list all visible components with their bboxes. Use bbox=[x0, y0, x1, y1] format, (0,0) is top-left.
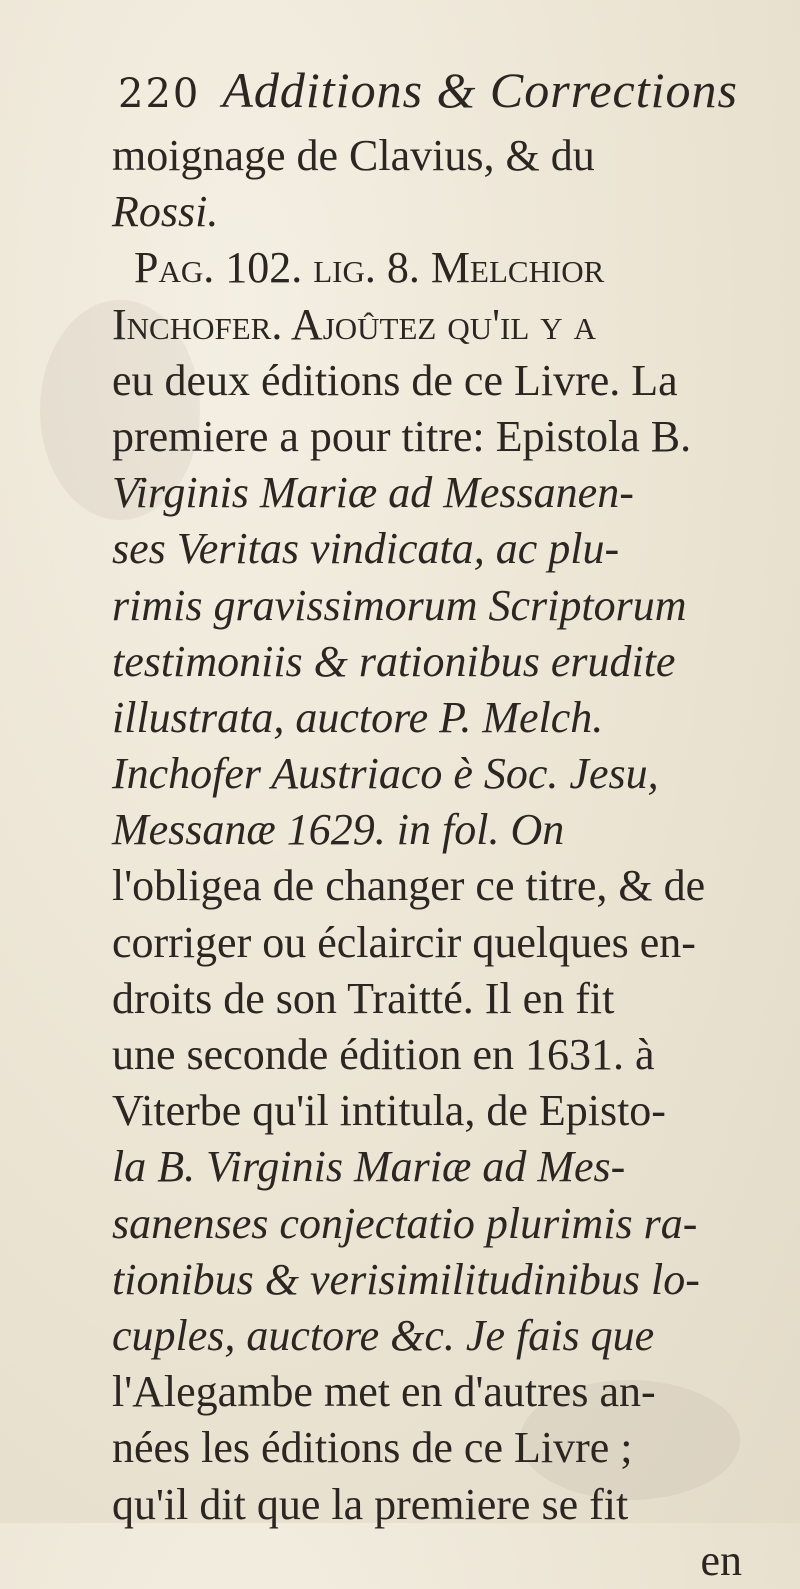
text-line: premiere a pour titre: Epistola B. bbox=[112, 411, 692, 461]
text-line: sanenses conjectatio plurimis ra- bbox=[112, 1198, 698, 1248]
text-line: Viterbe qu'il intitula, de Episto- bbox=[112, 1086, 666, 1136]
text-line: corriger ou éclaircir quelques en- bbox=[112, 917, 696, 967]
running-head bbox=[118, 62, 738, 122]
text-line: Messanæ 1629. in fol. On bbox=[112, 805, 565, 855]
text-line: une seconde édition en 1631. à bbox=[112, 1030, 655, 1079]
text-line: qu'il dit que la premiere se fit bbox=[112, 1479, 629, 1529]
text-line: testimoniis & rationibus erudite bbox=[112, 636, 676, 686]
body-text bbox=[112, 128, 800, 1589]
text-line: Virginis Mariæ ad Messanen- bbox=[112, 468, 634, 518]
running-title: Additions & Corrections bbox=[222, 62, 738, 118]
text-line: l'obligea de changer ce titre, & de bbox=[112, 861, 706, 911]
text-line: ses Veritas vindicata, ac plu- bbox=[112, 524, 620, 574]
text-line: la B. Virginis Mariæ ad Mes- bbox=[112, 1142, 626, 1192]
text-line: Inchofer. Ajoûtez qu'il y a bbox=[112, 299, 597, 349]
text-line: l'Alegambe met en d'autres an- bbox=[112, 1367, 656, 1417]
text-line: droits de son Traitté. Il en fit bbox=[112, 973, 615, 1023]
text-line: eu deux éditions de ce Livre. La bbox=[112, 355, 678, 405]
text-line: nées les éditions de ce Livre ; bbox=[112, 1423, 633, 1473]
text-line: Inchofer Austriaco è Soc. Jesu, bbox=[112, 749, 659, 799]
text-line: illustrata, auctore P. Melch. bbox=[112, 692, 604, 742]
text-line: rimis gravissimorum Scriptorum bbox=[112, 580, 687, 630]
text-line: moignage de Clavius, & du bbox=[112, 131, 595, 180]
text-line: tionibus & verisimilitudinibus lo- bbox=[112, 1254, 700, 1304]
text-line: Rossi. bbox=[112, 187, 219, 237]
page-number: 220 bbox=[118, 71, 201, 117]
text-line: cuples, auctore &c. Je fais que bbox=[112, 1310, 655, 1360]
text-line: Pag. 102. lig. 8. Melchior bbox=[134, 243, 605, 293]
catchword: en bbox=[700, 1535, 742, 1585]
